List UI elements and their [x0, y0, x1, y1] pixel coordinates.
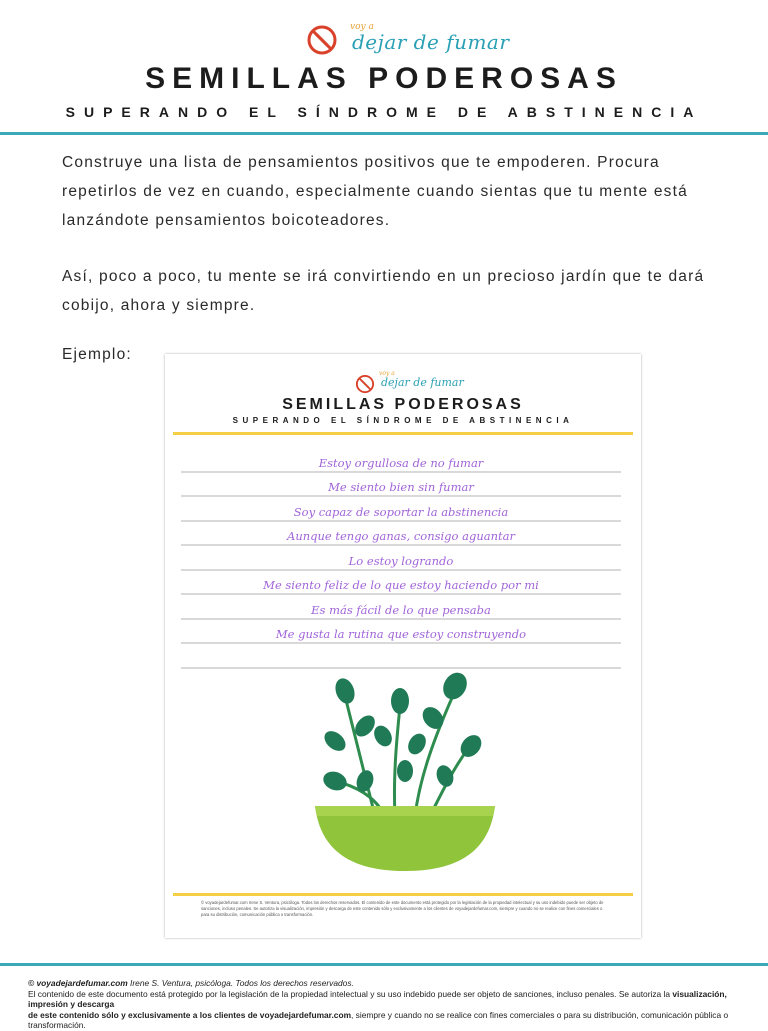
card-logo-small-text: voy a	[379, 370, 395, 377]
footer-line-1	[28, 978, 752, 989]
brand-logo	[0, 22, 768, 66]
bottom-divider	[0, 963, 768, 966]
phrase-text: Me gusta la rutina que estoy construyendo	[275, 627, 527, 641]
list-item	[181, 522, 621, 547]
phrase-text: Me siento feliz de lo que estoy haciendo por mi	[263, 578, 539, 592]
footer-site: © voyadejardefumar.com	[28, 978, 128, 988]
no-smoking-icon	[306, 24, 338, 56]
phrase-list	[181, 448, 621, 669]
copyright-footer	[28, 978, 752, 1031]
phrase-text: Aunque tengo ganas, consigo aguantar	[287, 529, 515, 543]
example-worksheet	[165, 354, 641, 938]
phrase-text: Me siento bien sin fumar	[328, 480, 474, 494]
footer-clients: de este contenido sólo y exclusivamente a los clientes de voyadejardefumar.com	[28, 1009, 352, 1020]
card-subtitle: SUPERANDO EL SÍNDROME DE ABSTINENCIA	[232, 416, 574, 425]
footer-authorized: visualización, impresión y descarga	[28, 988, 727, 1010]
list-item	[181, 571, 621, 596]
list-item	[181, 546, 621, 571]
footer-conditions: , siempre y cuando no se realice con fines comerciales o para su distribución, comunicación pública o transformación.	[28, 1009, 729, 1031]
footer-legal: El contenido de este documento está protegido por la legislación de la propiedad intelectual y su uso indebido puede ser objeto de sanciones, incluso penales. Se autoriza la	[28, 988, 673, 999]
no-smoking-icon	[355, 374, 375, 394]
plant-illustration	[305, 666, 505, 876]
footer-line-2	[28, 989, 752, 1010]
second-paragraph: Así, poco a poco, tu mente se irá convirtiendo en un precioso jardín que te dará cobijo, ahora y siempre.	[62, 268, 705, 314]
card-copyright: © voyadejardefumar.com Irene S. Ventura, psicóloga. Todos los derechos reservados. El contenido de este documento está protegido por la legislación de la propiedad intelectual y su uso indebido puede ser objeto de sanciones, incluso penales. Se autoriza la visualización, impresión y descarga de este contenido sólo y exclusivamente a los clientes de voyadejardefumar.com, siempre y cuando no se realice con fines comerciales o para su distribución, comunicación pública o transformación.	[201, 900, 604, 917]
card-divider	[173, 432, 633, 435]
list-item	[181, 473, 621, 498]
logo-small-text: voy a	[350, 22, 374, 32]
list-item	[181, 448, 621, 473]
list-item	[181, 644, 621, 669]
card-brand-logo	[355, 372, 465, 396]
card-logo-text: dejar de fumar	[381, 376, 464, 389]
logo-text: dejar de fumar	[352, 30, 510, 54]
intro-paragraph: Construye una lista de pensamientos positivos que te empoderen. Procura repetirlos de vez en cuando, especialmente cuando sientas que tu mente está lanzándote pensamientos boicoteadores.	[62, 154, 688, 229]
phrase-text: Estoy orgullosa de no fumar	[318, 455, 484, 470]
list-item	[181, 497, 621, 522]
footer-author: Irene S. Ventura, psicóloga. Todos los derechos reservados.	[127, 978, 354, 988]
phrase-text: Es más fácil de lo que pensaba	[311, 602, 491, 617]
example-label: Ejemplo:	[62, 346, 132, 363]
page-title: SEMILLAS PODEROSAS	[145, 62, 623, 95]
page-subtitle: SUPERANDO EL SÍNDROME DE ABSTINENCIA	[65, 104, 703, 120]
top-divider	[0, 132, 768, 135]
list-item	[181, 595, 621, 620]
card-title: SEMILLAS PODEROSAS	[282, 396, 524, 413]
list-item	[181, 620, 621, 645]
footer-line-3	[28, 1010, 752, 1031]
card-bottom-divider	[173, 893, 633, 896]
phrase-text: Lo estoy logrando	[348, 553, 454, 568]
phrase-text: Soy capaz de soportar la abstinencia	[293, 504, 509, 519]
